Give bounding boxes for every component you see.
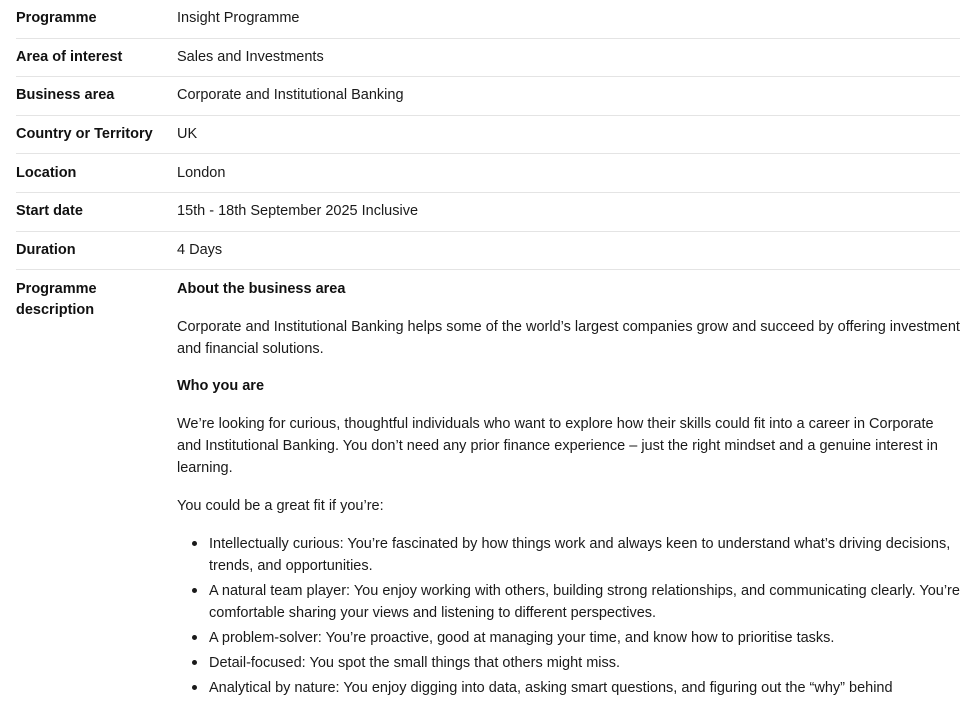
- detail-row-programme-description: [16, 270, 960, 702]
- programme-details-table: [16, 0, 960, 702]
- detail-value: Insight Programme: [177, 10, 300, 27]
- detail-label: Start date: [16, 203, 83, 220]
- who-text: We’re looking for curious, thoughtful individuals who want to explore how their skills could fit into a career in Corporate and Institutional Banking. You don’t need any prior finance experience – just the right mindset and a genuine interest in learning.: [177, 416, 938, 477]
- detail-label: Programme: [16, 10, 97, 27]
- detail-value: Corporate and Institutional Banking: [177, 87, 404, 104]
- list-item: Analytical by nature: You enjoy digging into data, asking smart questions, and figuring out the “why” behind: [209, 677, 960, 699]
- detail-value: London: [177, 164, 226, 181]
- detail-label: Business area: [16, 87, 115, 104]
- detail-label: Programme description: [16, 281, 97, 319]
- list-item: Intellectually curious: You’re fascinated by how things work and always keen to understand what’s driving decisions, trends, and opportunities.: [209, 533, 960, 577]
- list-item: A problem-solver: You’re proactive, good at managing your time, and know how to prioritise tasks.: [209, 627, 960, 649]
- detail-value: UK: [177, 126, 198, 143]
- detail-label: Location: [16, 164, 77, 181]
- about-heading: About the business area: [177, 281, 346, 298]
- detail-row-country: [16, 116, 960, 155]
- detail-row-duration: [16, 232, 960, 271]
- who-heading: Who you are: [177, 378, 265, 395]
- detail-row-location: [16, 154, 960, 193]
- detail-row-area-of-interest: [16, 39, 960, 78]
- about-text: Corporate and Institutional Banking helps some of the world’s largest companies grow and succeed by offering investment and financial solutions.: [177, 319, 960, 358]
- detail-row-business-area: [16, 77, 960, 116]
- detail-label: Area of interest: [16, 48, 123, 65]
- detail-row-programme: [16, 0, 960, 39]
- programme-description-body: [177, 279, 960, 702]
- detail-value: 4 Days: [177, 241, 223, 258]
- detail-value: 15th - 18th September 2025 Inclusive: [177, 203, 419, 220]
- fit-intro: You could be a great fit if you’re:: [177, 498, 384, 515]
- list-item: A natural team player: You enjoy working with others, building strong relationships, and communicating clearly. You’re comfortable sharing your views and listening to different perspectives.: [209, 580, 960, 624]
- detail-label: Country or Territory: [16, 126, 153, 143]
- detail-row-start-date: [16, 193, 960, 232]
- fit-list: [177, 533, 960, 699]
- detail-value: Sales and Investments: [177, 48, 324, 65]
- detail-label: Duration: [16, 241, 76, 258]
- list-item: Detail-focused: You spot the small things that others might miss.: [209, 652, 960, 674]
